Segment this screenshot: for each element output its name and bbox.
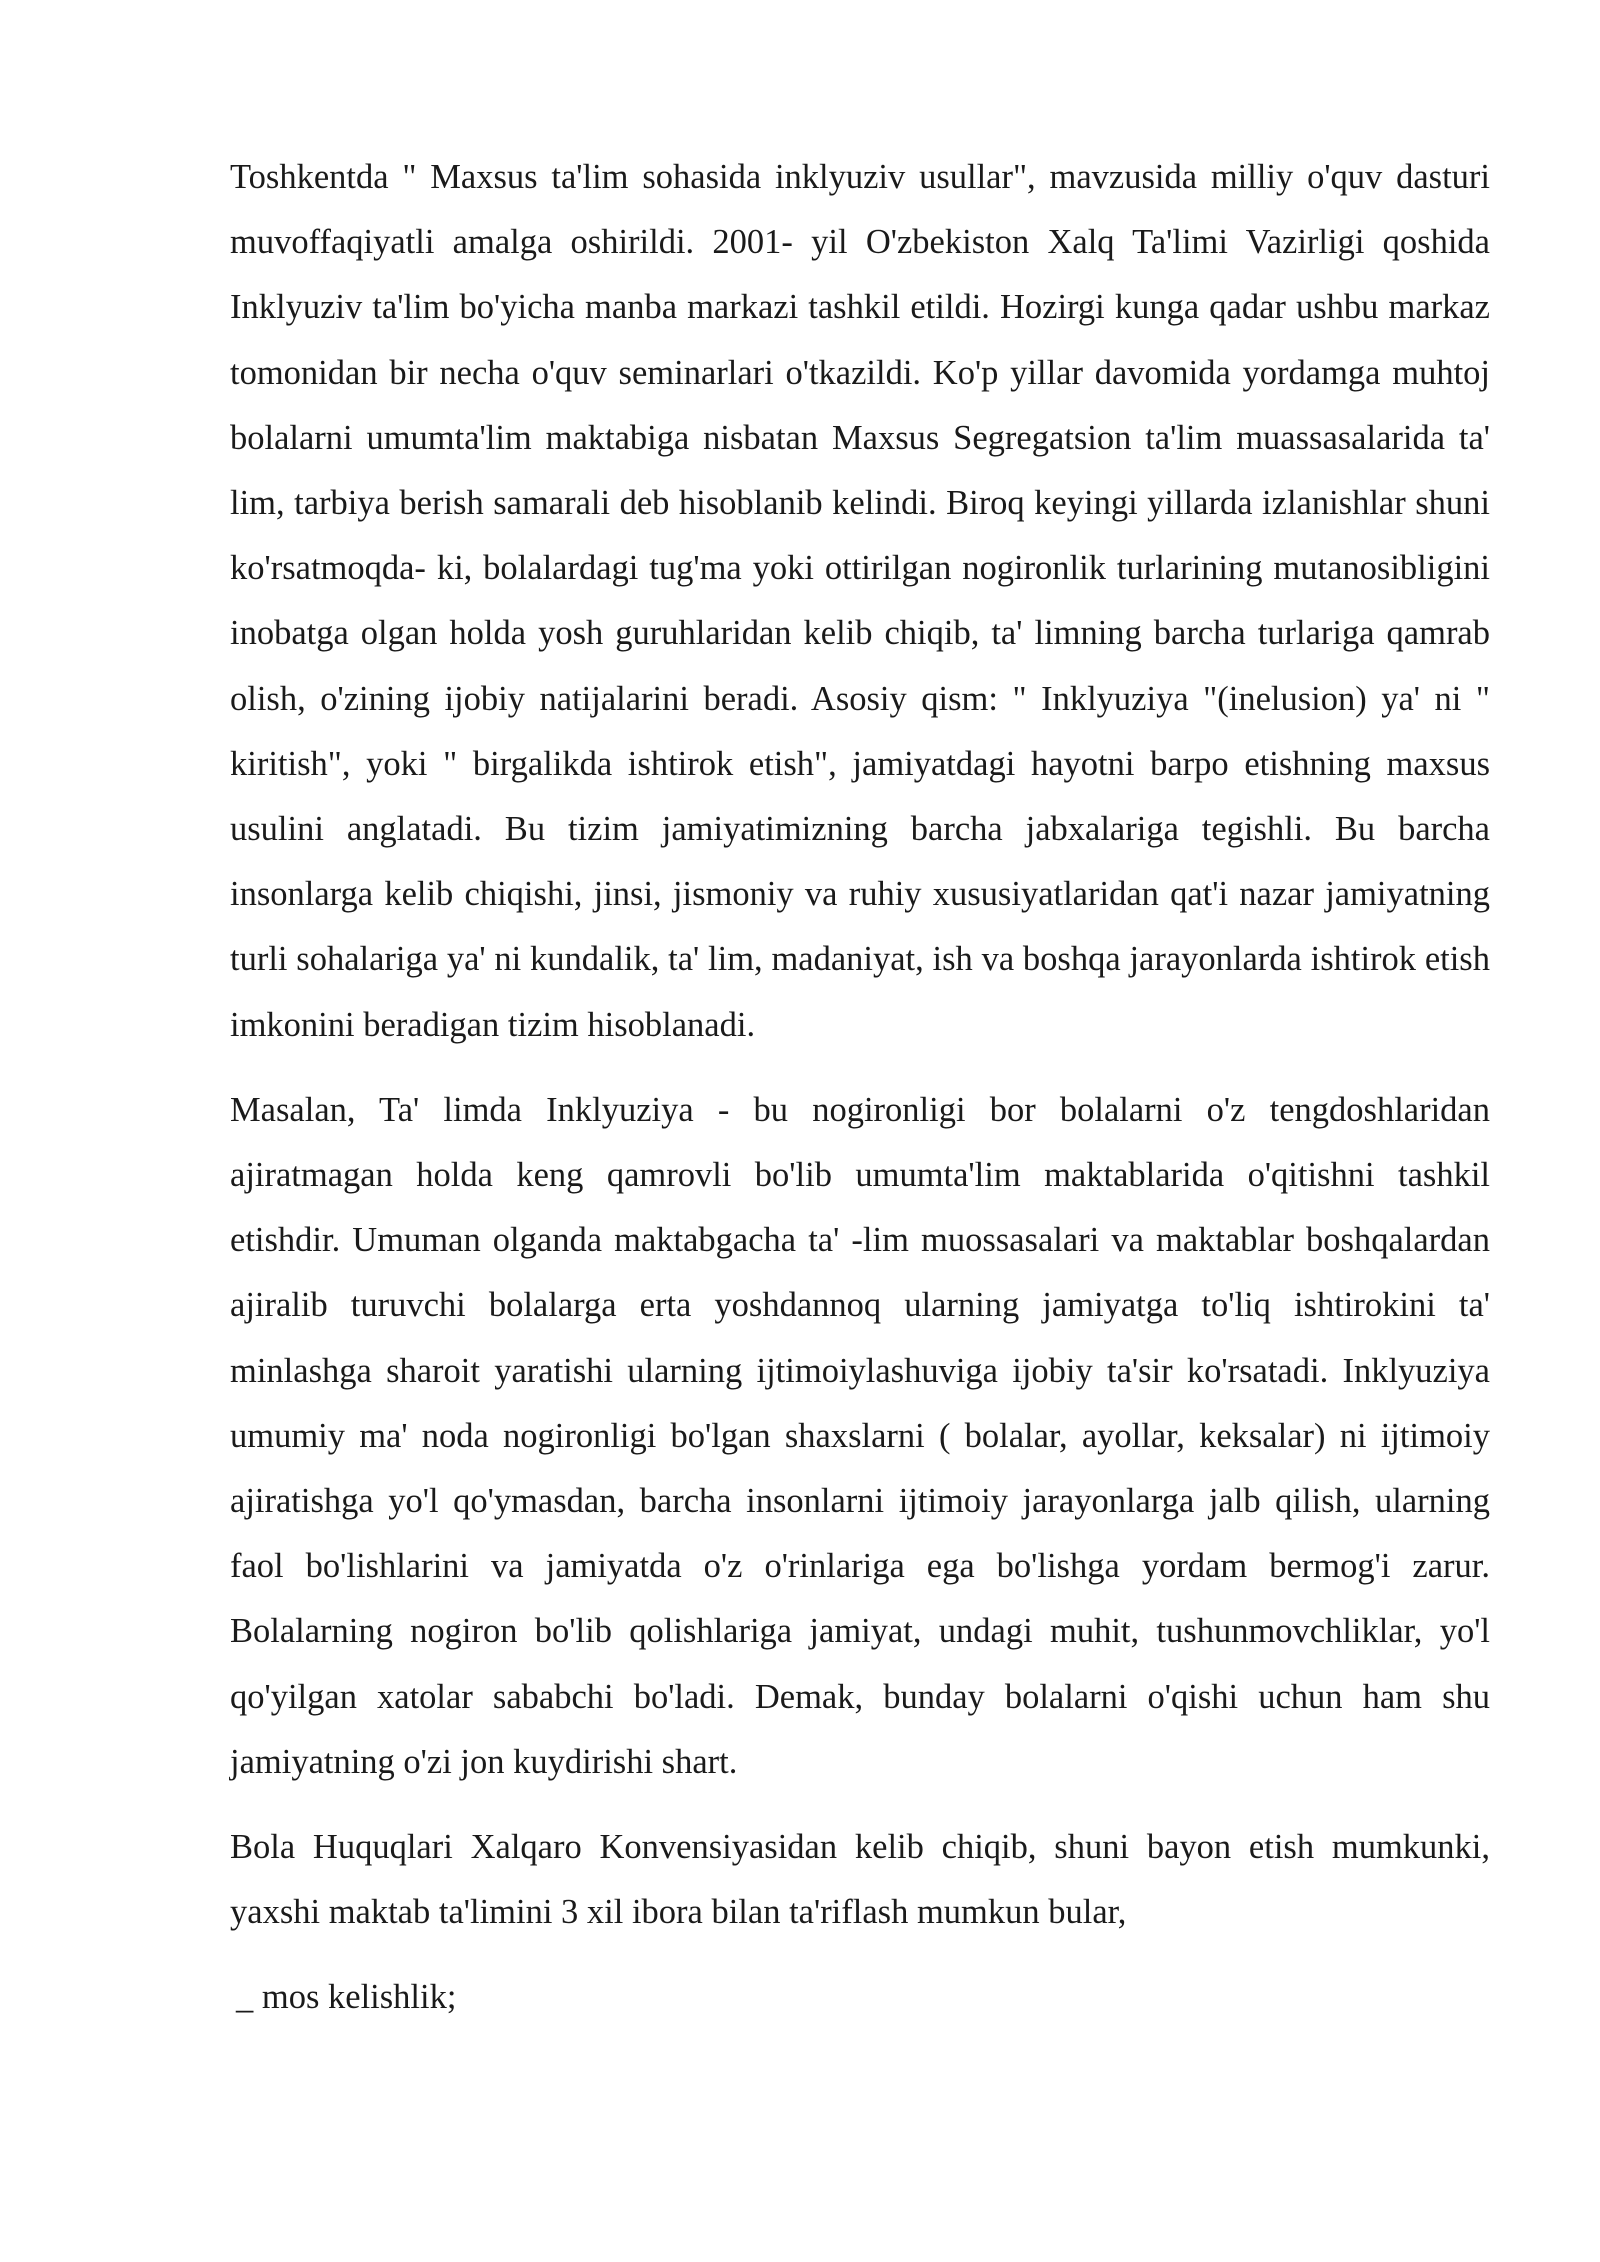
document-body <box>230 145 1490 2031</box>
paragraph-child-rights-convention: Bola Huquqlari Xalqaro Konvensiyasidan kelib chiqib, shuni bayon etish mumkunki, yaxshi maktab ta'limini 3 xil ibora bilan ta'riflash mumkun bular, <box>230 1828 1490 1932</box>
paragraph-inclusion-definition: Masalan, Ta' limda Inklyuziya - bu nogironligi bor bolalarni o'z tengdoshlaridan ajiratmagan holda keng qamrovli bo'lib umumta'lim maktablarida o'qitishni tashkil etishdir. Umuman olganda maktabgacha ta' -lim muossasalari va maktablar boshqalardan ajiralib turuvchi bolalarga erta yoshdannoq ularning jamiyatga to'liq ishtirokini ta' minlashga sharoit yaratishi ularning ijtimoiylashuviga ijobiy ta'sir ko'rsatadi. Inklyuziya umumiy ma' noda nogironligi bo'lgan shaxslarni ( bolalar, ayollar, keksalar) ni ijtimoiy ajiratishga yo'l qo'ymasdan, barcha insonlarni ijtimoiy jarayonlarga jalb qilish, ularning faol bo'lishlarini va jamiyatda o'z o'rinlariga ega bo'lishga yordam bermog'i zarur. Bolalarning nogiron bo'lib qolishlariga jamiyat, undagi muhit, tushunmovchliklar, yo'l qo'yilgan xatolar sababchi bo'ladi. Demak, bunday bolalarni o'qishi uchun ham shu jamiyatning o'zi jon kuydirishi shart. <box>230 1090 1490 1781</box>
paragraph-inclusive-education-intro: Toshkentda " Maxsus ta'lim sohasida inklyuziv usullar", mavzusida milliy o'quv dasturi muvoffaqiyatli amalga oshirildi. 2001- yil O'zbekiston Xalq Ta'limi Vazirligi qoshida Inklyuziv ta'lim bo'yicha manba markazi tashkil etildi. Hozirgi kunga qadar ushbu markaz tomonidan bir necha o'quv seminarlari o'tkazildi. Ko'p yillar davomida yordamga muhtoj bolalarni umumta'lim maktabiga nisbatan Maxsus Segregatsion ta'lim muassasalarida ta' lim, tarbiya berish samarali deb hisoblanib kelindi. Biroq keyingi yillarda izlanishlar shuni ko'rsatmoqda- ki, bolalardagi tug'ma yoki ottirilgan nogironlik turlarining mutanosibligini inobatga olgan holda yosh guruhlaridan kelib chiqib, ta' limning barcha turlariga qamrab olish, o'zining ijobiy natijalarini beradi. Asosiy qism: " Inklyuziya "(inelusion) ya' ni " kiritish", yoki " birgalikda ishtirok etish", jamiyatdagi hayotni barpo etishning maxsus usulini anglatadi. Bu tizim jamiyatimizning barcha jabxalariga tegishli. Bu barcha insonlarga kelib chiqishi, jinsi, jismoniy va ruhiy xususiyatlaridan qat'i nazar jamiyatning turli sohalariga ya' ni kundalik, ta' lim, madaniyat, ish va boshqa jarayonlarda ishtirok etish imkonini beradigan tizim hisoblanadi. <box>230 158 1490 1044</box>
list-item-compatibility: _ mos kelishlik; <box>236 1978 457 2017</box>
